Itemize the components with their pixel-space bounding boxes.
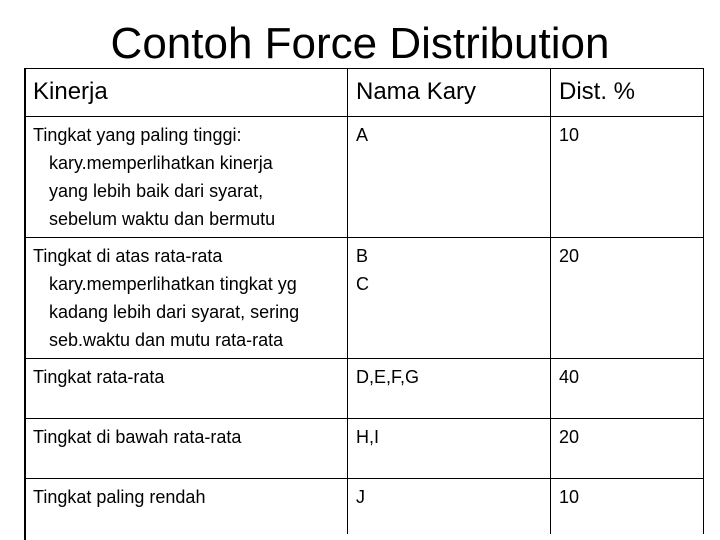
kinerja-title: Tingkat rata-rata [33, 367, 165, 387]
kinerja-cell [25, 479, 348, 534]
table-row [25, 479, 704, 534]
nama-cell [348, 238, 551, 359]
kinerja-desc-line: kary.memperlihatkan kinerja [49, 153, 273, 173]
table-row [25, 238, 704, 359]
nama-value: D,E,F,G [356, 367, 420, 387]
kinerja-cell [25, 117, 348, 238]
dist-cell: 40 [551, 359, 704, 419]
nama-value: J [356, 487, 365, 507]
nama-value: B [356, 246, 369, 266]
nama-value: H,I [356, 427, 380, 447]
kinerja-cell [25, 419, 348, 479]
nama-cell [348, 479, 551, 534]
table-header-row [25, 69, 704, 117]
kinerja-desc-line: seb.waktu dan mutu rata-rata [49, 330, 284, 350]
table-row [25, 419, 704, 479]
dist-cell: 20 [551, 238, 704, 359]
dist-cell: 10 [551, 117, 704, 238]
table-left-border [24, 68, 26, 540]
force-distribution-table [24, 68, 704, 534]
kinerja-desc-line: kadang lebih dari syarat, sering [49, 302, 300, 322]
dist-cell: 10 [551, 479, 704, 534]
nama-cell [348, 359, 551, 419]
kinerja-cell [25, 238, 348, 359]
header-nama-kary: Nama Kary [348, 69, 551, 117]
nama-cell [348, 419, 551, 479]
table-row [25, 359, 704, 419]
nama-value: A [356, 125, 369, 145]
kinerja-desc-line: kary.memperlihatkan tingkat yg [49, 274, 297, 294]
dist-cell: 20 [551, 419, 704, 479]
slide-title: Contoh Force Distribution [110, 19, 610, 68]
kinerja-desc-line: sebelum waktu dan bermutu [49, 209, 276, 229]
kinerja-desc-line: yang lebih baik dari syarat, [49, 181, 264, 201]
header-dist-percent: Dist. % [551, 69, 704, 117]
kinerja-title: Tingkat di atas rata-rata [33, 246, 223, 266]
kinerja-title: Tingkat yang paling tinggi: [33, 125, 242, 145]
nama-value: C [356, 274, 369, 294]
header-kinerja: Kinerja [25, 69, 348, 117]
kinerja-title: Tingkat di bawah rata-rata [33, 427, 242, 447]
kinerja-title: Tingkat paling rendah [33, 487, 206, 507]
kinerja-cell [25, 359, 348, 419]
nama-cell [348, 117, 551, 238]
table-row [25, 117, 704, 238]
